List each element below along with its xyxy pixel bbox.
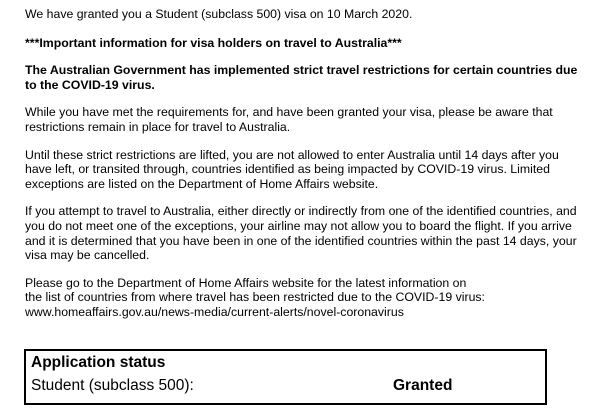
website-line-1: Please go to the Department of Home Affairs website for the latest information on <box>25 275 467 290</box>
paragraph-attempt: If you attempt to travel to Australia, either directly or indirectly from one of the identified countries, and you do not meet one of the exceptions, your airline may not allow you to board the flight. If you arrive and it is determined that you have been in one of the identified countries within the past 14 days, your visa may be cancelled. <box>25 204 577 263</box>
paragraph-requirements: While you have met the requirements for, and have been granted your visa, please be aware that restrictions remain in place for travel to Australia. <box>25 105 553 134</box>
website-line-2: the list of countries from where travel has been restricted due to the COVID-19 virus: <box>25 290 485 305</box>
important-heading: ***Important information for visa holders on travel to Australia*** <box>25 35 402 50</box>
grant-line: We have granted you a Student (subclass 500) visa on 10 March 2020. <box>25 7 413 21</box>
application-status-value: Granted <box>393 377 453 394</box>
paragraph-website <box>25 276 585 320</box>
application-status-box <box>24 349 547 405</box>
application-status-title: Application status <box>31 354 166 371</box>
website-url: www.homeaffairs.gov.au/news-media/current-alerts/novel-coronavirus <box>25 304 404 319</box>
government-notice: The Australian Government has implemented strict travel restrictions for certain countries due to the COVID-19 virus. <box>25 63 578 92</box>
letter-body <box>25 7 585 320</box>
paragraph-restrictions: Until these strict restrictions are lifted, you are not allowed to enter Australia until 14 days after you have left, or transited through, countries identified as being impacted by COVID-19 virus. Limited exceptions are listed on the Department of Home Affairs website. <box>25 147 559 191</box>
application-status-label: Student (subclass 500): <box>31 377 194 394</box>
